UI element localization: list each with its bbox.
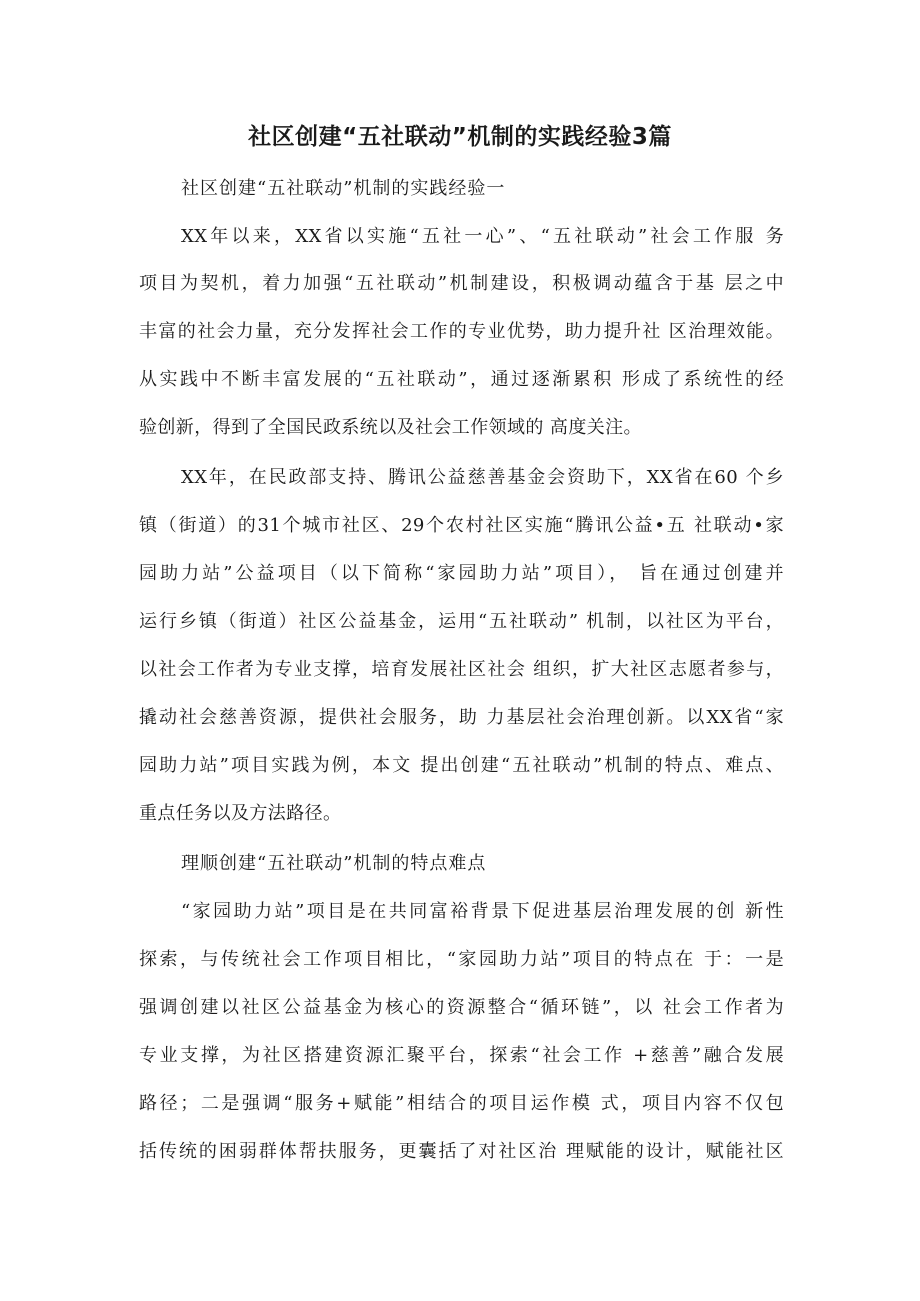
paragraph-1-line: XX年以来，XX省以实施“五社一心”、“五社联动”社会工作服 务: [181, 226, 784, 247]
paragraph-3-line: 括传统的困弱群体帮扶服务，更囊括了对社区治 理赋能的设计，赋能社区: [139, 1141, 784, 1162]
paragraph-2-line: 园助力站”公益项目（以下简称“家园助力站”项目）， 旨在通过创建并: [139, 563, 784, 584]
document-title: 社区创建“五社联动”机制的实践经验3篇: [248, 124, 672, 150]
paragraph-2-line: 撬动社会慈善资源，提供社会服务，助 力基层社会治理创新。以XX省“家: [139, 707, 784, 728]
paragraph-3-line: “家园助力站”项目是在共同富裕背景下促进基层治理发展的创 新性: [181, 901, 784, 922]
paragraph-1-line: 丰富的社会力量，充分发挥社会工作的专业优势，助力提升社 区治理效能。: [139, 321, 784, 342]
paragraph-3-line: 探索，与传统社会工作项目相比，“家园助力站”项目的特点在 于：一是: [139, 949, 784, 970]
paragraph-1-line: 项目为契机，着力加强“五社联动”机制建设，积极调动蕴含于基 层之中: [139, 273, 784, 294]
paragraph-2-line: 园助力站”项目实践为例，本文 提出创建“五社联动”机制的特点、难点、: [139, 755, 784, 776]
paragraph-1-line: 验创新，得到了全国民政系统以及社会工作领域的 高度关注。: [139, 417, 642, 438]
section-heading-2: 理顺创建“五社联动”机制的特点难点: [181, 853, 487, 874]
paragraph-2-line: 运行乡镇（街道）社区公益基金，运用“五社联动” 机制，以社区为平台，: [139, 611, 784, 632]
paragraph-3-line: 路径；二是强调“服务+赋能”相结合的项目运作模 式，项目内容不仅包: [139, 1093, 784, 1114]
paragraph-2-line: 重点任务以及方法路径。: [139, 803, 342, 824]
paragraph-2-line: 以社会工作者为专业支撑，培育发展社区社会 组织，扩大社区志愿者参与，: [139, 659, 784, 680]
paragraph-3-line: 强调创建以社区公益基金为核心的资源整合“循环链”，以 社会工作者为: [139, 997, 784, 1018]
section-heading-1: 社区创建“五社联动”机制的实践经验一: [181, 178, 506, 199]
paragraph-2-line: XX年，在民政部支持、腾讯公益慈善基金会资助下，XX省在60 个乡: [181, 467, 784, 488]
paragraph-2-line: 镇（街道）的31个城市社区、29个农村社区实施“腾讯公益•五 社联动•家: [139, 515, 784, 536]
paragraph-1-line: 从实践中不断丰富发展的“五社联动”，通过逐渐累积 形成了系统性的经: [139, 369, 784, 390]
paragraph-3-line: 专业支撑，为社区搭建资源汇聚平台，探索“社会工作 +慈善”融合发展: [139, 1045, 784, 1066]
